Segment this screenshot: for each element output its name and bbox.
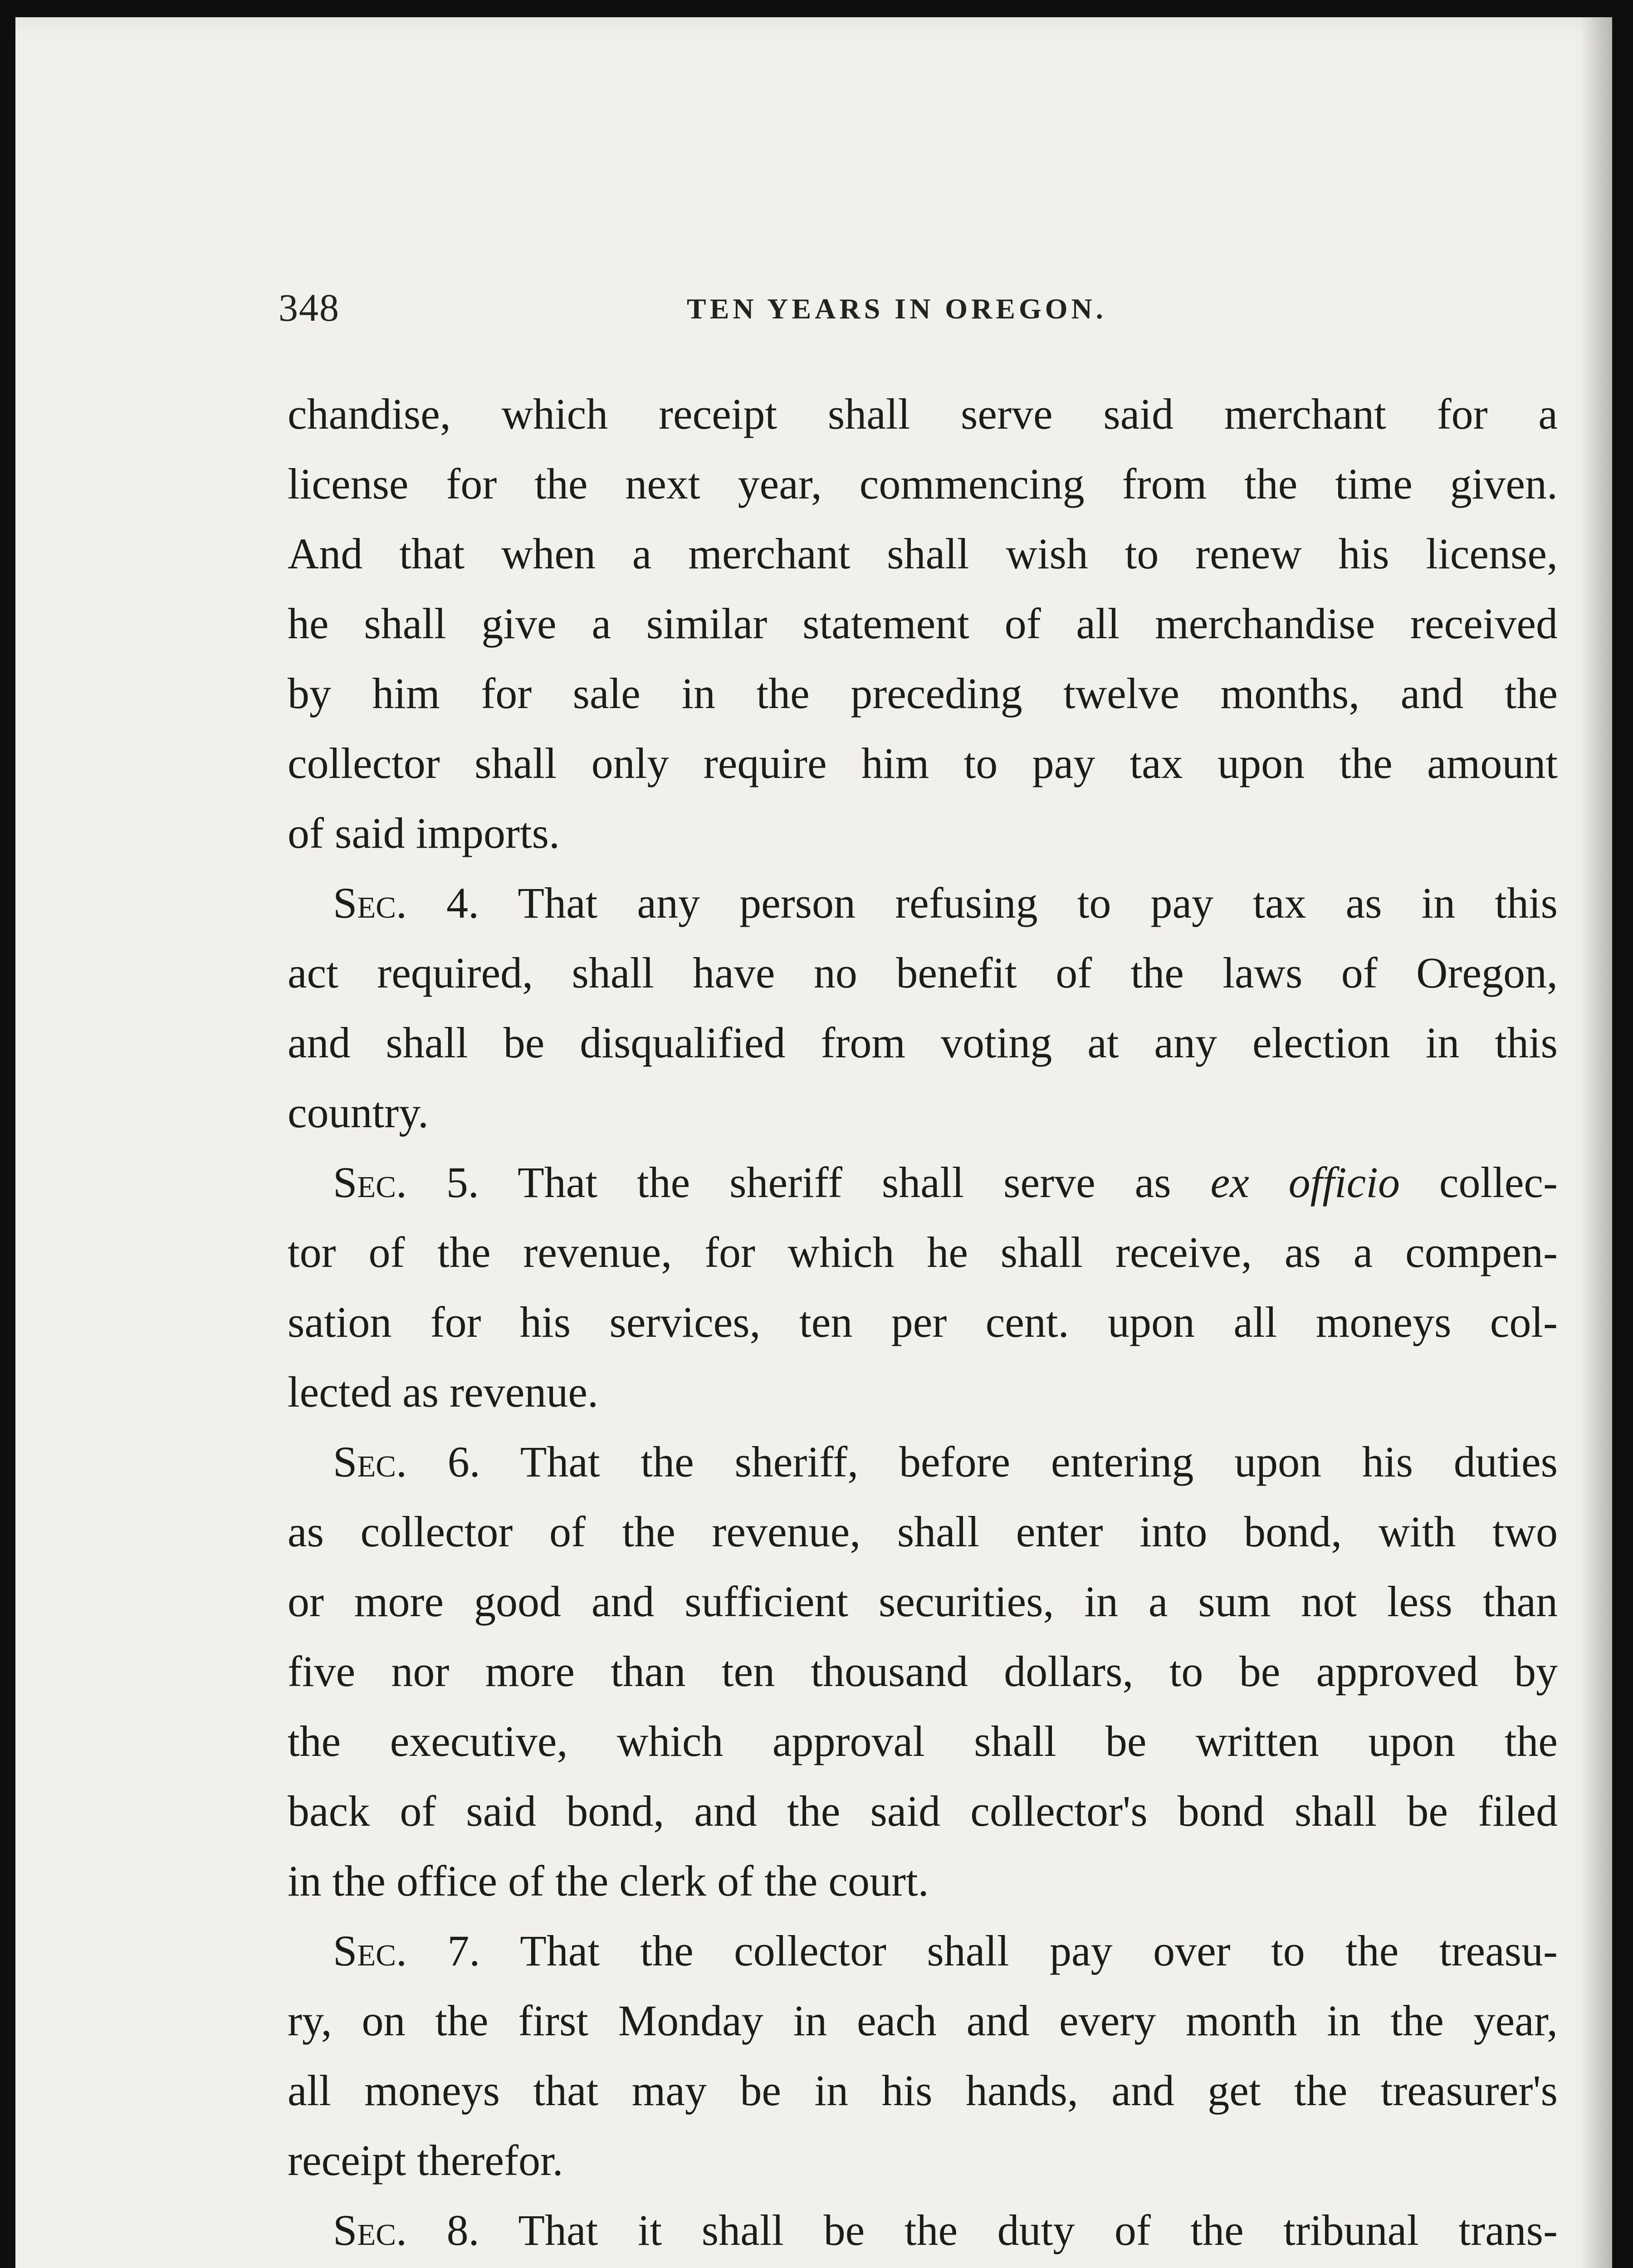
- line-text: the executive, which approval shall be written upon the: [288, 1717, 1558, 1765]
- text-line: [288, 808, 560, 858]
- text-line: [333, 1926, 1558, 1976]
- page-number: 348: [279, 286, 340, 329]
- text-line: [288, 529, 1558, 579]
- line-text: sation for his services, ten per cent. upon all moneys col-: [288, 1298, 1558, 1346]
- running-title: TEN YEARS IN OREGON.: [687, 293, 1107, 325]
- text-line: [288, 1577, 1558, 1627]
- page-header: [279, 285, 1558, 339]
- section-label: Sec. 8.: [333, 2206, 479, 2254]
- section-label: Sec. 5.: [333, 1158, 479, 1207]
- text-line: [288, 738, 1558, 788]
- text-line: [288, 1856, 929, 1906]
- line-text: license for the next year, commencing from the time given.: [288, 459, 1558, 508]
- text-line: [288, 599, 1558, 649]
- text-line: [333, 1437, 1558, 1487]
- line-text: all moneys that may be in his hands, and get the treasurer's: [288, 2066, 1558, 2115]
- text-line: [288, 2066, 1558, 2116]
- line-text: chandise, which receipt shall serve said merchant for a: [288, 390, 1558, 438]
- line-text: in the office of the clerk of the court.: [288, 1857, 929, 1905]
- line-text: as collector of the revenue, shall enter into bond, with two: [288, 1507, 1558, 1556]
- line-text: tor of the revenue, for which he shall receive, as a compen-: [288, 1228, 1558, 1276]
- line-text: That the sheriff shall serve as: [518, 1158, 1171, 1207]
- text-line: [288, 948, 1558, 998]
- text-line: [333, 878, 1558, 928]
- line-text: That the collector shall pay over to the treasu-: [520, 1926, 1558, 1975]
- line-text: he shall give a similar statement of all merchandise received: [288, 599, 1558, 648]
- line-text: five nor more than ten thousand dollars, to be approved by: [288, 1647, 1558, 1696]
- text-line: [288, 2136, 563, 2185]
- italic-term: ex officio: [1210, 1158, 1400, 1207]
- page-spine-shadow: [1580, 17, 1612, 2268]
- line-text: collector shall only require him to pay tax upon the amount: [288, 739, 1558, 787]
- line-text: That it shall be the duty of the tribunal trans-: [518, 2206, 1558, 2254]
- text-line: [288, 1088, 429, 1138]
- line-text: That the sheriff, before entering upon his duties: [520, 1437, 1558, 1486]
- line-text: of said imports.: [288, 809, 560, 857]
- section-label: Sec. 7.: [333, 1926, 480, 1975]
- text-line: [288, 669, 1558, 719]
- book-page: [15, 17, 1612, 2268]
- line-text: That any person refusing to pay tax as in this: [518, 879, 1558, 927]
- text-line: [288, 459, 1558, 509]
- text-line: [288, 1297, 1558, 1347]
- line-text: lected as revenue.: [288, 1368, 598, 1416]
- line-text: act required, shall have no benefit of the laws of Oregon,: [288, 948, 1558, 997]
- section-label: Sec. 4.: [333, 879, 479, 927]
- line-text-after: collec-: [1439, 1158, 1558, 1207]
- text-line: [288, 1786, 1558, 1836]
- line-text: by him for sale in the preceding twelve months, and the: [288, 669, 1558, 718]
- line-text: back of said bond, and the said collector's bond shall be filed: [288, 1787, 1558, 1835]
- line-text: or more good and sufficient securities, in a sum not less than: [288, 1577, 1558, 1626]
- text-line: [288, 1507, 1558, 1557]
- text-line: [288, 389, 1558, 439]
- line-text: receipt therefor.: [288, 2136, 563, 2185]
- text-line: [333, 2205, 1558, 2255]
- line-text: and shall be disqualified from voting at any election in this: [288, 1018, 1558, 1067]
- line-text: And that when a merchant shall wish to renew his license,: [288, 529, 1558, 578]
- text-line: [288, 1227, 1558, 1277]
- text-line: [288, 1647, 1558, 1696]
- line-text: country.: [288, 1088, 429, 1137]
- text-line: [288, 1996, 1558, 2046]
- text-line: [288, 1716, 1558, 1766]
- text-line: [288, 1018, 1558, 1068]
- line-text: ry, on the first Monday in each and every month in the year,: [288, 1996, 1558, 2045]
- text-line: [288, 1367, 598, 1417]
- section-label: Sec. 6.: [333, 1437, 480, 1486]
- text-line: [333, 1158, 1558, 1207]
